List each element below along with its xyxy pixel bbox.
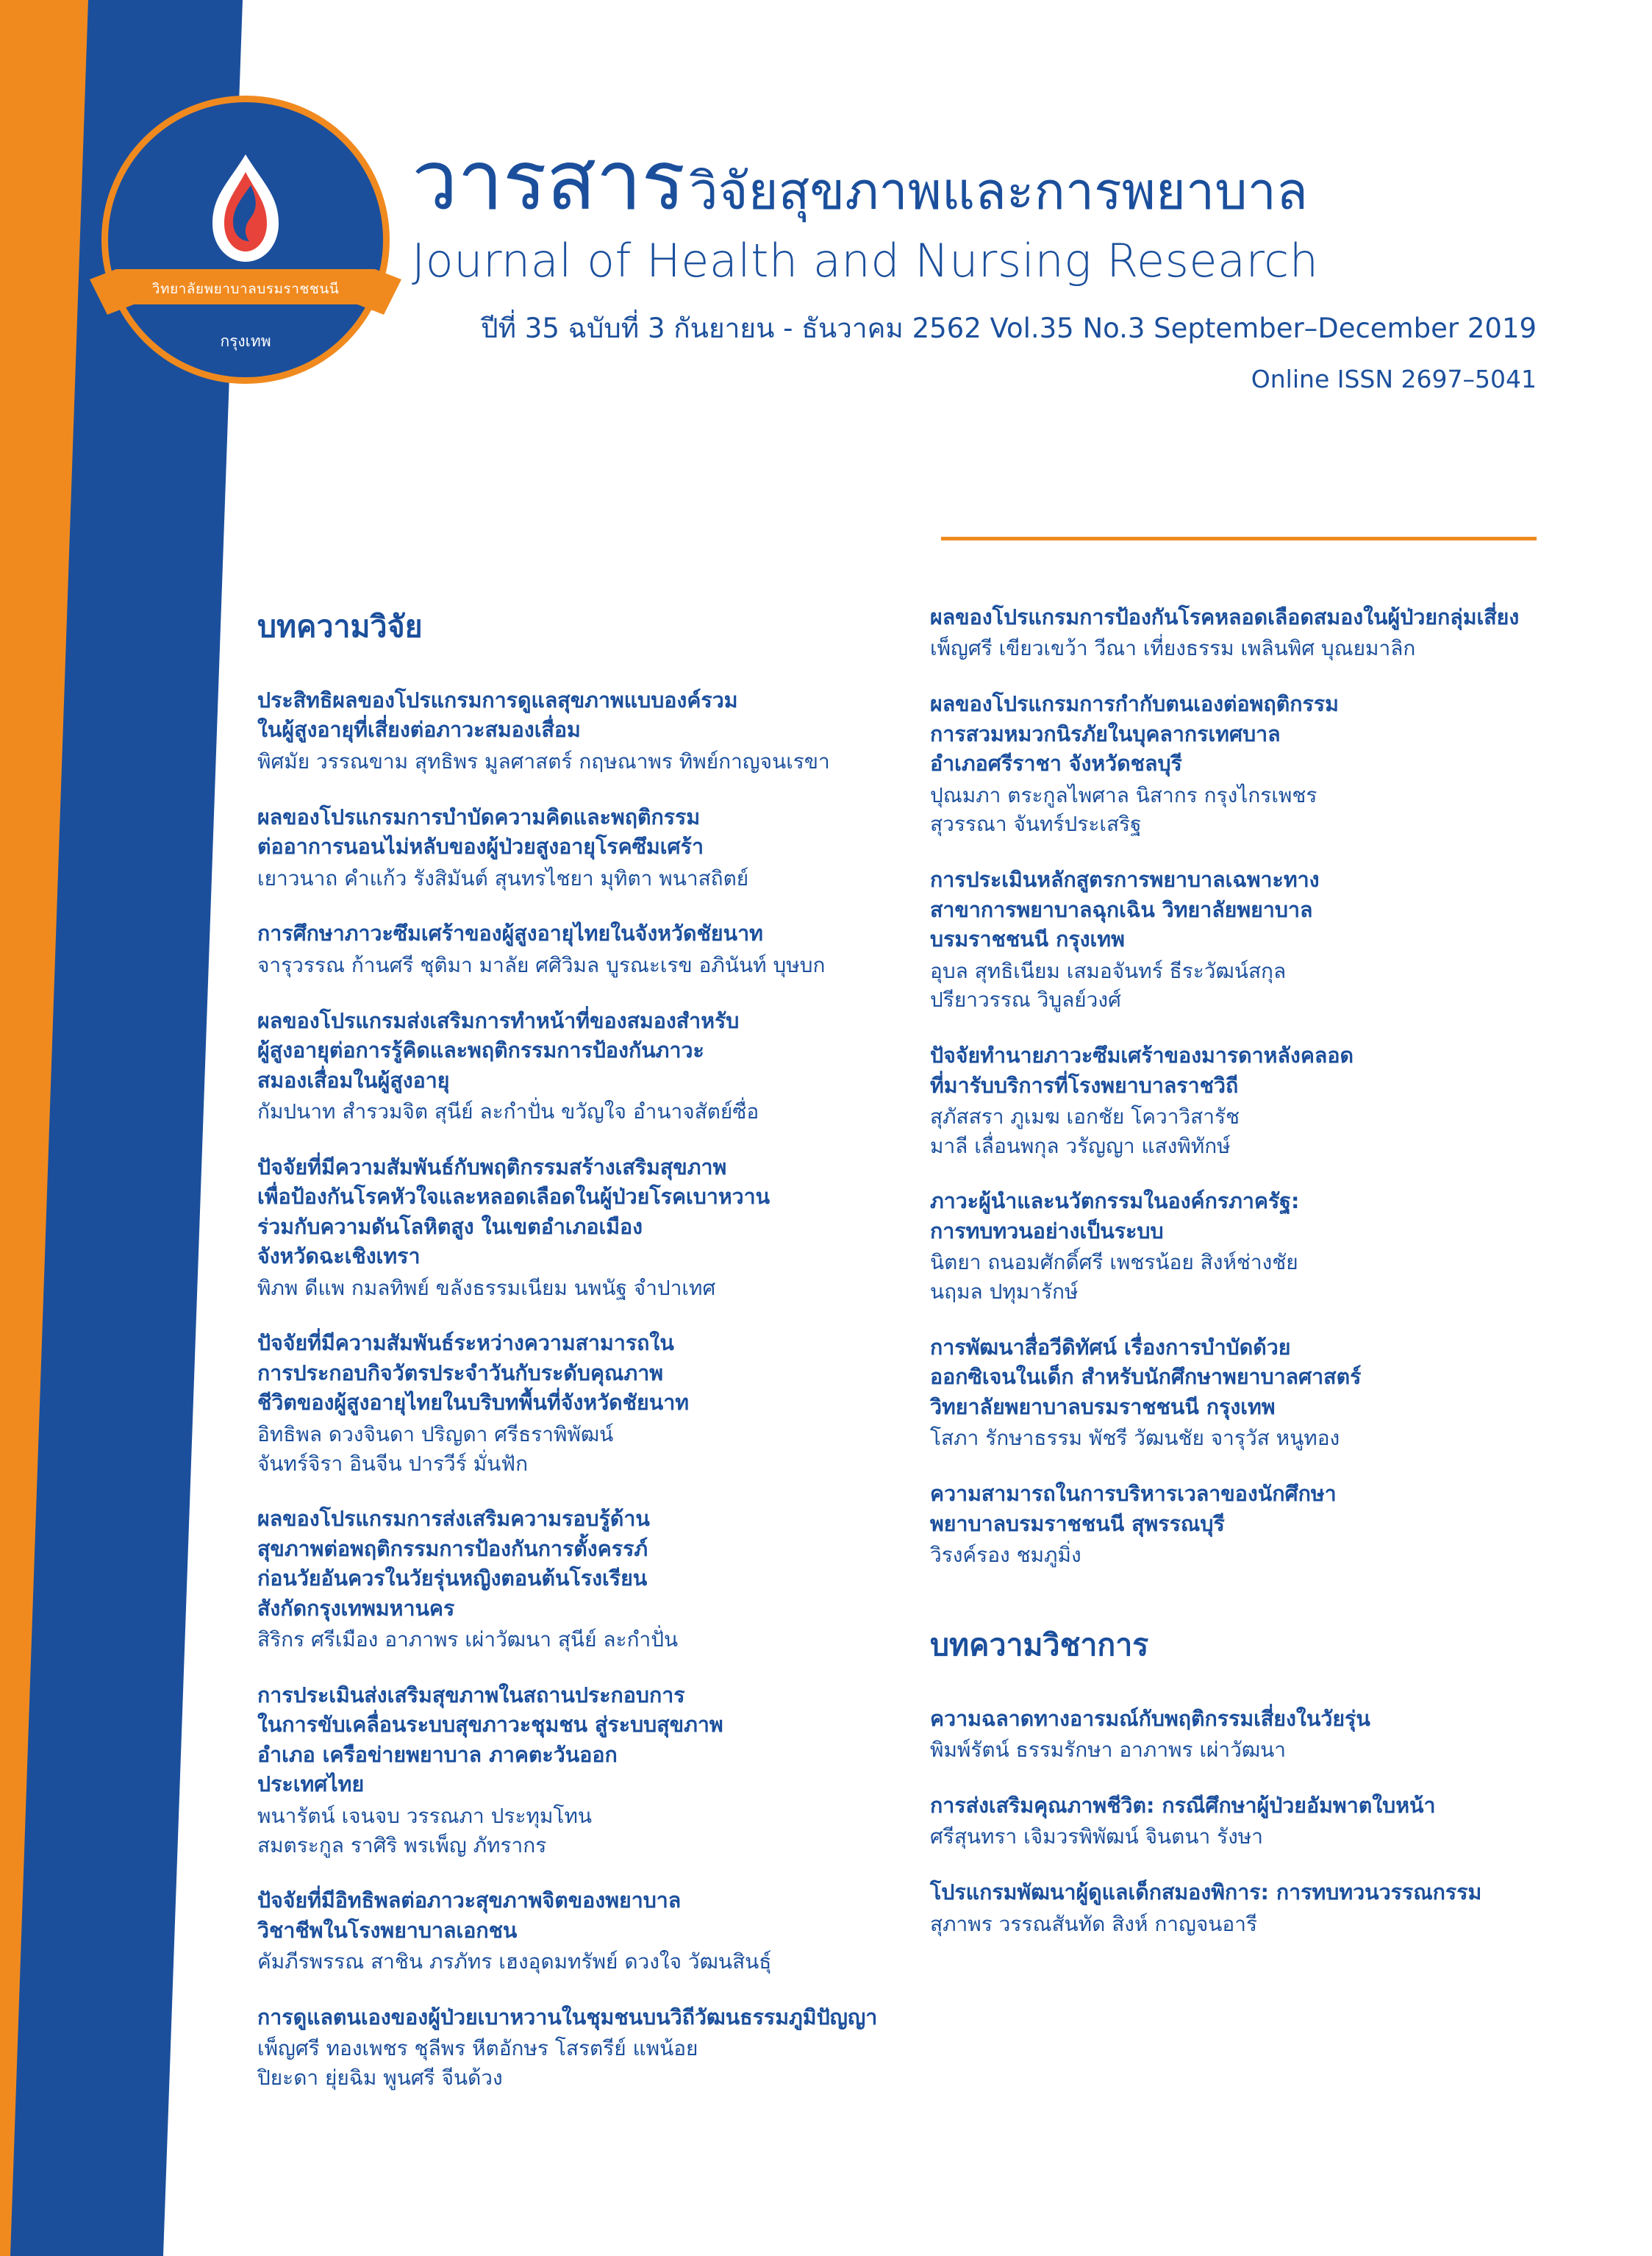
academic-section-heading: บทความวิชาการ	[930, 1627, 1149, 1663]
toc-author-line: กัมปนาท สำรวมจิต สุนีย์ ละกำปั่น ขวัญใจ อำนาจสัตย์ซื่อ	[257, 1099, 759, 1124]
toc-entry-authors	[930, 1248, 1537, 1307]
toc-title-line: ปัจจัยที่มีอิทธิพลต่อภาวะสุขภาพจิตของพยาบาล	[257, 1888, 682, 1913]
toc-entry-title	[257, 686, 864, 746]
toc-entry-title	[257, 1329, 864, 1418]
table-of-contents	[257, 603, 1537, 2119]
toc-entry-authors	[930, 1910, 1537, 1939]
toc-author-line: จันทร์จิรา อินจีน ปารวีร์ มั่นฟัก	[257, 1451, 529, 1476]
toc-title-line: การประเมินหลักสูตรการพยาบาลเฉพาะทาง	[930, 868, 1320, 893]
toc-entry[interactable]	[930, 865, 1537, 1015]
academic-list	[930, 1705, 1537, 1939]
toc-author-line: สุภัสสรา ภูเมฆ เอกชัย โควาวิสารัช	[930, 1104, 1240, 1129]
toc-entry[interactable]	[257, 803, 864, 893]
toc-entry-title	[930, 1791, 1537, 1821]
toc-title-line: การทบทวนอย่างเป็นระบบ	[930, 1218, 1164, 1243]
research-section-heading: บทความวิจัย	[257, 609, 423, 644]
journal-logo	[101, 96, 390, 384]
logo-banner-text: วิทยาลัยพยาบาลบรมราชชนนี	[151, 281, 340, 297]
toc-entry-title	[930, 690, 1537, 779]
toc-entry-authors	[257, 1274, 864, 1303]
toc-entry-title	[257, 919, 864, 949]
toc-author-line: เพ็ญศรี เขียวเขว้า วีณา เที่ยงธรรม เพลินพิศ บุณยมาลิก	[930, 636, 1416, 661]
toc-title-line: สุขภาพต่อพฤติกรรมการป้องกันการตั้งครรภ์	[257, 1536, 648, 1561]
toc-entry-authors	[930, 634, 1537, 663]
toc-entry[interactable]	[930, 1878, 1537, 1938]
toc-author-line: ปิยะดา ยุ่ยฉิม พูนศรี จีนด้วง	[257, 2066, 503, 2091]
title-thai-sub: วิจัยสุขภาพและการพยาบาล	[689, 161, 1308, 221]
toc-author-line: วิรงค์รอง ชมภูมิ่ง	[930, 1543, 1081, 1567]
toc-title-line: ที่มารับบริการที่โรงพยาบาลราชวิถี	[930, 1073, 1239, 1098]
toc-entry[interactable]	[257, 1153, 864, 1303]
toc-title-line: ผลของโปรแกรมการบำบัดความคิดและพฤติกรรม	[257, 804, 701, 829]
toc-title-line: ผู้สูงอายุต่อการรู้คิดและพฤติกรรมการป้องกันภาวะ	[257, 1038, 704, 1063]
toc-entry-title	[930, 1479, 1537, 1539]
toc-entry-authors	[257, 1947, 864, 1977]
toc-entry-authors	[257, 1802, 864, 1860]
toc-entry-authors	[930, 1102, 1537, 1161]
toc-title-line: ออกซิเจนในเด็ก สำหรับนักศึกษาพยาบาลศาสตร์	[930, 1365, 1362, 1390]
toc-title-line: ร่วมกับความดันโลหิตสูง ในเขตอำเภอเมือง	[257, 1214, 643, 1239]
toc-entry-authors	[257, 864, 864, 893]
toc-entry[interactable]	[257, 1886, 864, 1977]
toc-entry[interactable]	[930, 1333, 1537, 1453]
toc-title-line: ปัจจัยทำนายภาวะซึมเศร้าของมารดาหลังคลอด	[930, 1043, 1354, 1068]
toc-author-line: ศรีสุนทรา เจิมวรพิพัฒน์ จินตนา รังษา	[930, 1824, 1263, 1849]
logo-sub-text: กรุงเทพ	[220, 332, 271, 350]
toc-entry[interactable]	[930, 1791, 1537, 1852]
toc-author-line: พนารัตน์ เจนจบ วรรณภา ประทุมโทน	[257, 1803, 593, 1828]
toc-entry[interactable]	[930, 1479, 1537, 1570]
journal-title-english: Journal of Health and Nursing Research	[412, 234, 1319, 288]
left-column	[257, 603, 878, 2119]
toc-author-line: ปุณมภา ตระกูลไพศาล นิสากร กรุงไกรเพชร	[930, 782, 1317, 807]
toc-entry[interactable]	[257, 1681, 864, 1860]
toc-entry-title	[257, 1681, 864, 1800]
toc-title-line: การดูแลตนเองของผู้ป่วยเบาหวานในชุมชนบนวิถีวัฒนธรรมภูมิปัญญา	[257, 2005, 878, 2030]
toc-entry[interactable]	[257, 1329, 864, 1478]
toc-title-line: ในการขับเคลื่อนระบบสุขภาวะชุมชน สู่ระบบสุขภาพ	[257, 1713, 723, 1738]
toc-entry-authors	[257, 1625, 864, 1654]
toc-author-line: สุวรรณา จันทร์ประเสริฐ	[930, 812, 1142, 837]
toc-title-line: ประเทศไทย	[257, 1772, 365, 1797]
toc-entry-authors	[257, 1097, 864, 1127]
toc-title-line: วิชาชีพในโรงพยาบาลเอกชน	[257, 1918, 518, 1943]
toc-entry-title	[930, 1705, 1537, 1734]
toc-entry[interactable]	[930, 1041, 1537, 1160]
toc-author-line: อิทธิพล ดวงจินดา ปริญดา ศรีธราพิพัฒน์	[257, 1421, 614, 1446]
toc-entry-authors	[930, 957, 1537, 1015]
issue-info: ปีที่ 35 ฉบับที่ 3 กันยายน - ธันวาคม 2562 Vol.35 No.3 September–December 2019	[481, 313, 1537, 344]
toc-entry-title	[257, 2003, 878, 2032]
toc-title-line: สมองเสื่อมในผู้สูงอายุ	[257, 1068, 450, 1093]
toc-author-line: พิมพ์รัตน์ ธรรมรักษา อาภาพร เผ่าวัฒนา	[930, 1738, 1287, 1763]
toc-author-line: เพ็ญศรี ทองเพชร ชุลีพร หีตอักษร โสรตรีย์ แพน้อย	[257, 2036, 698, 2061]
toc-entry-authors	[257, 951, 864, 980]
horizontal-divider	[941, 537, 1537, 540]
toc-entry-title	[930, 865, 1537, 954]
toc-entry[interactable]	[930, 690, 1537, 839]
toc-entry-title	[930, 603, 1537, 632]
toc-title-line: ชีวิตของผู้สูงอายุไทยในบริบทพื้นที่จังหวัดชัยนาท	[257, 1391, 689, 1416]
toc-title-line: ก่อนวัยอันควรในวัยรุ่นหญิงตอนต้นโรงเรียน	[257, 1566, 648, 1591]
journal-title-thai	[412, 133, 1537, 229]
toc-entry-authors	[930, 1424, 1537, 1453]
toc-entry-title	[257, 1153, 864, 1272]
toc-entry[interactable]	[257, 1504, 864, 1654]
toc-author-line: เยาวนาถ คำแก้ว รังสิมันต์ สุนทรไชยา มุทิตา พนาสถิตย์	[257, 865, 749, 890]
masthead	[412, 133, 1537, 393]
toc-author-line: จารุวรรณ ก้านศรี ชุติมา มาลัย ศศิวิมล บูรณะเรข อภินันท์ บุษบก	[257, 952, 826, 977]
toc-entry[interactable]	[257, 2003, 878, 2093]
title-thai-main: วารสาร	[412, 133, 685, 229]
toc-title-line: การส่งเสริมคุณภาพชีวิต: กรณีศึกษาผู้ป่วยอัมพาตใบหน้า	[930, 1793, 1436, 1818]
toc-title-line: ต่ออาการนอนไม่หลับของผู้ป่วยสูงอายุโรคซึมเศร้า	[257, 835, 704, 860]
toc-entry-title	[257, 803, 864, 863]
toc-title-line: ผลของโปรแกรมส่งเสริมการทำหน้าที่ของสมองสำหรับ	[257, 1008, 740, 1033]
toc-entry-title	[930, 1333, 1537, 1422]
toc-title-line: สังกัดกรุงเทพมหานคร	[257, 1596, 455, 1621]
toc-title-line: ภาวะผู้นำและนวัตกรรมในองค์กรภาครัฐ:	[930, 1189, 1300, 1214]
toc-title-line: ปัจจัยที่มีความสัมพันธ์ระหว่างความสามารถใน	[257, 1331, 674, 1356]
toc-entry-authors	[930, 1822, 1537, 1852]
toc-title-line: ความฉลาดทางอารมณ์กับพฤติกรรมเสี่ยงในวัยรุ่น	[930, 1706, 1370, 1731]
toc-entry[interactable]	[930, 603, 1537, 663]
toc-title-line: ในผู้สูงอายุที่เสี่ยงต่อภาวะสมองเสื่อม	[257, 718, 581, 743]
toc-title-line: โปรแกรมพัฒนาผู้ดูแลเด็กสมองพิการ: การทบทวนวรรณกรรม	[930, 1880, 1482, 1905]
toc-entry-authors	[930, 1541, 1537, 1570]
toc-title-line: ความสามารถในการบริหารเวลาของนักศึกษา	[930, 1482, 1337, 1507]
right-column	[930, 603, 1537, 2119]
toc-title-line: อำเภอ เครือข่ายพยาบาล ภาคตะวันออก	[257, 1742, 618, 1767]
toc-entry-title	[930, 1187, 1537, 1246]
toc-entry[interactable]	[257, 1007, 864, 1127]
toc-title-line: การสวมหมวกนิรภัยในบุคลากรเทศบาล	[930, 721, 1281, 746]
toc-title-line: จังหวัดฉะเชิงเทรา	[257, 1244, 421, 1269]
toc-entry-title	[930, 1041, 1537, 1101]
toc-author-line: สมตระกูล ราศิริ พรเพ็ญ ภัทรากร	[257, 1832, 547, 1857]
toc-title-line: พยาบาลบรมราชชนนี สุพรรณบุรี	[930, 1511, 1225, 1536]
toc-title-line: ประสิทธิผลของโปรแกรมการดูแลสุขภาพแบบองค์รวม	[257, 688, 738, 713]
toc-title-line: เพื่อป้องกันโรคหัวใจและหลอดเลือดในผู้ป่วยโรคเบาหวาน	[257, 1185, 770, 1210]
toc-author-line: อุบล สุทธิเนียม เสมอจันทร์ ธีระวัฒน์สกุล	[930, 958, 1287, 983]
toc-author-line: สุภาพร วรรณสันทัด สิงห์ กาญจนอารี	[930, 1911, 1257, 1936]
toc-title-line: วิทยาลัยพยาบาลบรมราชชนนี กรุงเทพ	[930, 1394, 1276, 1419]
toc-author-line: นิตยา ถนอมศักดิ์ศรี เพชรน้อย สิงห์ช่างชัย	[930, 1250, 1298, 1275]
toc-entry-title	[930, 1878, 1537, 1907]
toc-title-line: การประเมินส่งเสริมสุขภาพในสถานประกอบการ	[257, 1682, 685, 1707]
research-list-left	[257, 686, 878, 2093]
toc-entry[interactable]	[930, 1705, 1537, 1765]
toc-entry-authors	[257, 1420, 864, 1479]
toc-title-line: บรมราชชนนี กรุงเทพ	[930, 927, 1125, 952]
toc-entry-title	[257, 1007, 864, 1096]
toc-title-line: สาขาการพยาบาลฉุกเฉิน วิทยาลัยพยาบาล	[930, 897, 1313, 922]
toc-title-line: ผลของโปรแกรมการส่งเสริมความรอบรู้ด้าน	[257, 1507, 650, 1532]
toc-entry-authors	[257, 747, 864, 777]
issn-info: Online ISSN 2697–5041	[1251, 365, 1537, 393]
toc-title-line: ผลของโปรแกรมการป้องกันโรคหลอดเลือดสมองในผู้ป่วยกลุ่มเสี่ยง	[930, 605, 1520, 629]
toc-entry-title	[257, 1504, 864, 1624]
toc-title-line: ผลของโปรแกรมการกำกับตนเองต่อพฤติกรรม	[930, 692, 1339, 717]
toc-author-line: โสภา รักษาธรรม พัชรี วัฒนชัย จารุวัส หนูทอง	[930, 1426, 1340, 1451]
toc-author-line: นฤมล ปทุมารักษ์	[930, 1279, 1079, 1304]
toc-entry-title	[257, 1886, 864, 1946]
toc-author-line: มาลี เลื่อนพกุล วรัญญา แสงพิทักษ์	[930, 1133, 1231, 1158]
toc-author-line: พิศมัย วรรณขาม สุทธิพร มูลศาสตร์ กฤษณาพร ทิพย์กาญจนเรขา	[257, 749, 830, 774]
toc-title-line: การประกอบกิจวัตรประจำวันกับระดับคุณภาพ	[257, 1360, 664, 1385]
toc-entry[interactable]	[257, 919, 864, 979]
toc-entry[interactable]	[930, 1187, 1537, 1306]
toc-author-line: สิริกร ศรีเมือง อาภาพร เผ่าวัฒนา สุนีย์ ละกำปั่น	[257, 1627, 679, 1652]
toc-entry-authors	[257, 2034, 864, 2093]
toc-entry[interactable]	[257, 686, 864, 777]
toc-entry-authors	[930, 781, 1537, 840]
toc-author-line: คัมภีรพรรณ สาชิน ภรภัทร เฮงอุดมทรัพย์ ดวงใจ วัฒนสินธุ์	[257, 1949, 772, 1974]
toc-title-line: การศึกษาภาวะซึมเศร้าของผู้สูงอายุไทยในจังหวัดชัยนาท	[257, 921, 763, 946]
toc-author-line: ปรียาวรรณ วิบูลย์วงศ์	[930, 988, 1121, 1013]
toc-title-line: อำเภอศรีราชา จังหวัดชลบุรี	[930, 752, 1182, 777]
flame-icon	[190, 150, 301, 290]
toc-title-line: การพัฒนาสื่อวีดิทัศน์ เรื่องการบำบัดด้วย	[930, 1335, 1291, 1360]
toc-title-line: ปัจจัยที่มีความสัมพันธ์กับพฤติกรรมสร้างเสริมสุขภาพ	[257, 1154, 727, 1179]
toc-entry-authors	[930, 1735, 1537, 1765]
toc-author-line: พิภพ ดีแพ กมลทิพย์ ขลังธรรมเนียม นพนัฐ จำปาเทศ	[257, 1275, 716, 1300]
research-list-right	[930, 603, 1537, 1570]
